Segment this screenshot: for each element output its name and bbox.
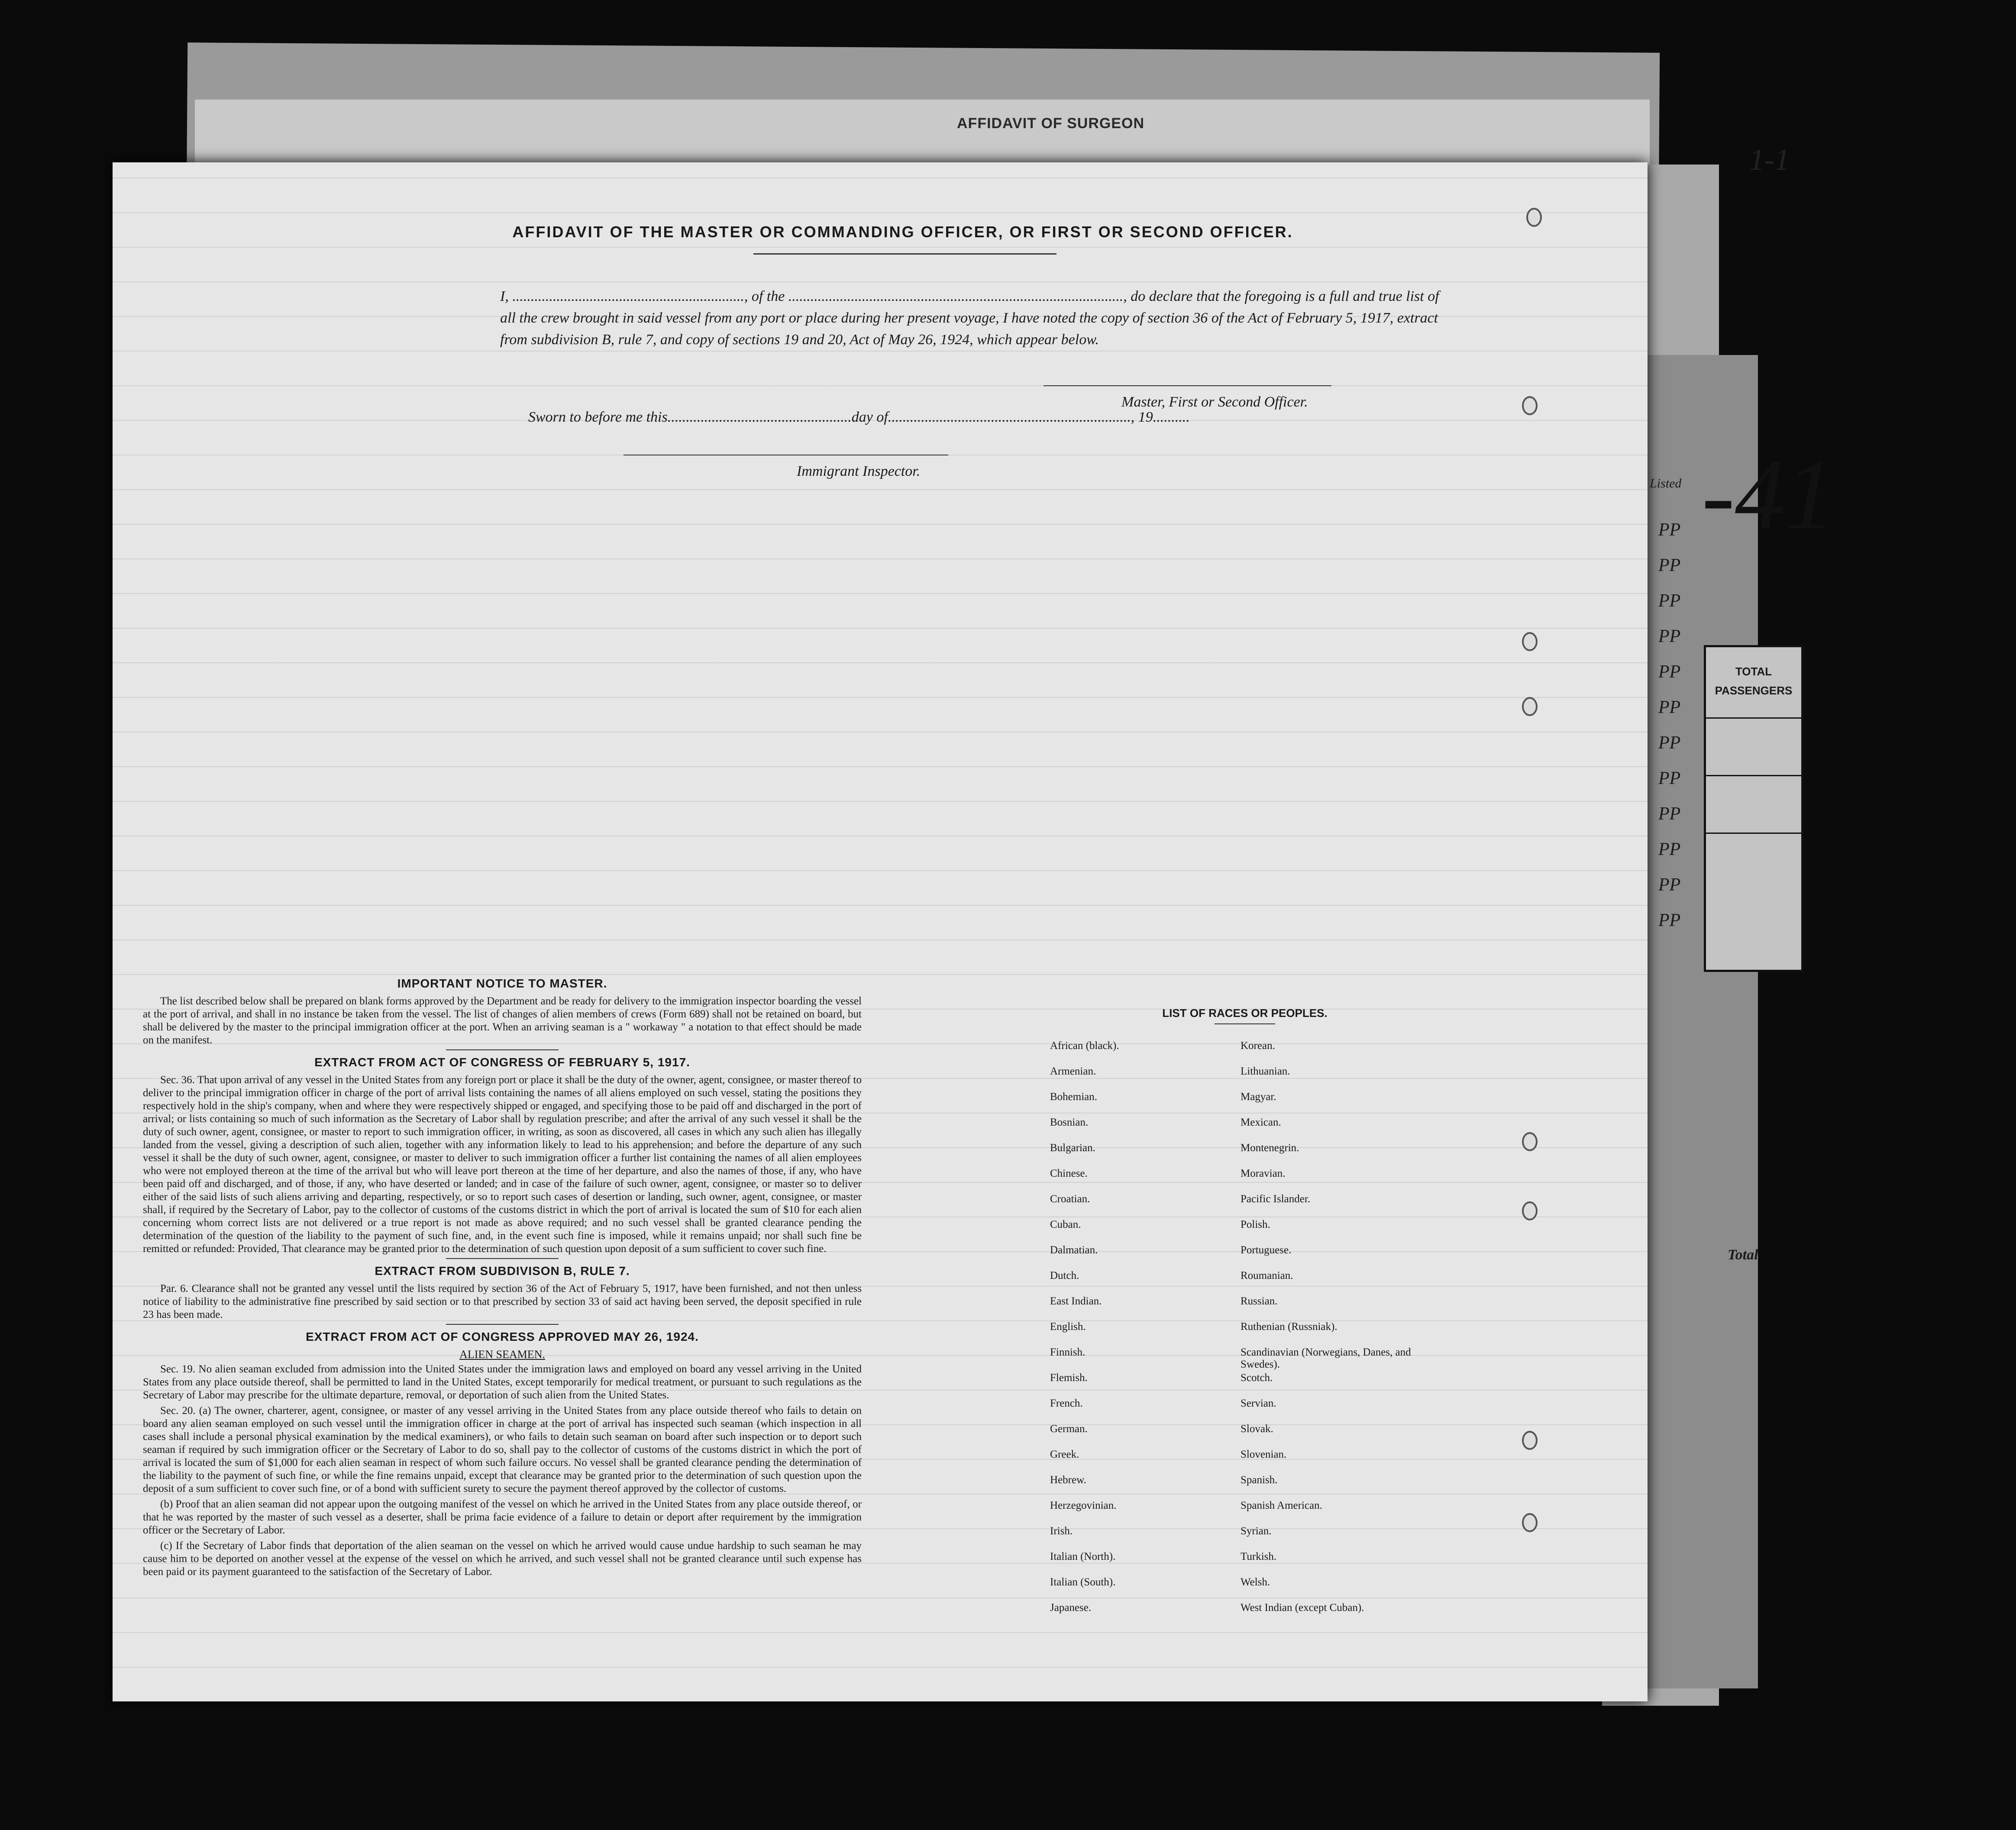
race-item: Servian. — [1241, 1398, 1276, 1409]
race-item: Polish. — [1241, 1219, 1270, 1230]
handwritten-pp: PP — [1658, 697, 1681, 717]
extract2-title: EXTRACT FROM SUBDIVISON B, RULE 7. — [375, 1264, 630, 1278]
total-passengers-box — [1704, 645, 1803, 972]
race-item: Greek. — [1050, 1449, 1079, 1460]
race-item: Ruthenian (Russniak). — [1241, 1321, 1338, 1333]
race-item: Armenian. — [1050, 1065, 1096, 1077]
notice-text: The list described below shall be prepared on blank forms approved by the Department and be ready for delivery to the immigration inspector boarding the vessel at the port of arrival, and shall in no instance be taken from the vessel. The list of changes of alien members of crews (Form 689) shall not be retained on board, but shall be delivered by the master to the principal immigration officer at the port. When an arriving seaman is a " workaway " a notation to that effect should be made on the manifest. — [143, 995, 862, 1046]
race-item: Magyar. — [1241, 1091, 1276, 1103]
surgeon-header: AFFIDAVIT OF SURGEON — [957, 115, 1145, 132]
punch-hole — [1526, 208, 1542, 227]
race-item: Slovenian. — [1241, 1449, 1287, 1460]
legal-notices — [143, 974, 862, 1581]
box-row — [1706, 717, 1801, 775]
handwritten-number: -41 — [1702, 439, 1835, 550]
handwritten-pp: PP — [1658, 804, 1681, 824]
race-item: German. — [1050, 1423, 1088, 1435]
race-item: English. — [1050, 1321, 1086, 1333]
punch-hole — [1522, 697, 1538, 716]
race-item: Bohemian. — [1050, 1091, 1098, 1103]
signature-label: Master, First or Second Officer. — [1121, 394, 1308, 410]
handwritten-total: Total — [1728, 1247, 1758, 1263]
handwritten-pp: PP — [1658, 662, 1681, 682]
race-item: Moravian. — [1241, 1168, 1286, 1179]
punch-hole — [1522, 1513, 1538, 1532]
race-item: Lithuanian. — [1241, 1065, 1290, 1077]
punch-hole — [1522, 1431, 1538, 1450]
race-item: Finnish. — [1050, 1346, 1086, 1358]
race-item: Japanese. — [1050, 1602, 1092, 1614]
race-item: Korean. — [1241, 1040, 1275, 1052]
race-item: Herzegovinian. — [1050, 1500, 1117, 1511]
extract3-sec20a: Sec. 20. (a) The owner, charterer, agent, consignee, or master of any vessel arriving in the United States from any place outside thereof who fails to detain on board any alien seaman employed on such vessel until the immigration officer in charge at the port of arrival has inspected such seaman (which inspection in all cases shall include a personal physical examination by the medical examiners), or who fails to detain such seaman on board after such inspection or to deport such seaman if required by such immigration officer or the Secretary of Labor to do so, shall pay to the collector of customs of the customs district in which the port of arrival is located the sum of $1,000 for each alien seaman in respect of whom such failure occurs. No vessel shall be granted clearance pending the determination of the liability to the payment of such fine, or while the fine remains unpaid, except that clearance may be granted prior to the determination of such question upon the deposit of a sum sufficient to cover such fine, or of a bond with sufficient surety to secure the payment thereof approved by the collector of customs. — [143, 1405, 862, 1494]
extract3-subtitle: ALIEN SEAMEN. — [459, 1348, 545, 1361]
race-item: Montenegrin. — [1241, 1142, 1299, 1154]
punch-hole — [1522, 632, 1538, 651]
race-item: Bosnian. — [1050, 1117, 1089, 1128]
race-item: Chinese. — [1050, 1168, 1088, 1179]
punch-hole — [1522, 1201, 1538, 1220]
races-title: LIST OF RACES OR PEOPLES. — [1162, 1007, 1328, 1020]
extract3-sec19: Sec. 19. No alien seaman excluded from admission into the United States under the immigration laws and employed on board any vessel arriving in the United States from any place outside thereof, shall be permitted to land in the United States, except temporarily for medical treatment, or pursuant to such regulations as the Secretary of Labor may prescribe for the ultimate departure, removal, or deportation of such alien from the United States. — [143, 1363, 862, 1401]
race-item: Scandinavian (Norwegians, Danes, and Swedes). — [1241, 1346, 1411, 1370]
affidavit-page — [113, 162, 1648, 1701]
right-edge-sheet-2 — [1628, 355, 1758, 1688]
signature-line — [1044, 385, 1331, 386]
notice-title: IMPORTANT NOTICE TO MASTER. — [397, 977, 607, 990]
race-item: Scotch. — [1241, 1372, 1273, 1384]
race-item: Croatian. — [1050, 1193, 1090, 1205]
handwritten-pp: PP — [1658, 591, 1681, 611]
handwritten-pp: PP — [1658, 839, 1681, 859]
race-item: Portuguese. — [1241, 1244, 1292, 1256]
race-item: Bulgarian. — [1050, 1142, 1095, 1154]
divider — [446, 1049, 559, 1050]
title-rule — [753, 253, 1056, 255]
extract1-text: Sec. 36. That upon arrival of any vessel in the United States from any foreign port or place it shall be the duty of the owner, agent, consignee, or master thereof to deliver to the principal immigration officer in charge of the port of arrival lists containing the names of all aliens employed on such vessel, stating the positions they respectively hold in the ship's company, when and where they were respectively shipped or engaged, and specifying those to be paid off and discharged in the port of arrival; or lists containing so much of such information as the Secretary of Labor shall by regulation prescribe; and after the arrival of any such vessel it shall be the duty of such owner, agent, consignee, or master to report to such immigration officer, in writing, as soon as discovered, all cases in which any such alien has illegally landed from the vessel, giving a description of such alien, together with any information likely to lead to his apprehension; and before the departure of any such vessel it shall be the duty of such owner, agent, consignee, or master to deliver to such immigration officer a further list containing the names of all alien employees who were not employed thereon at the time of the arrival but who will leave port thereon at the time of her departure, and also the names of those, if any, who have been paid off and discharged, and of those, if any, who have deserted or landed; and in case of the failure of such owner, agent, consignee, or master so to deliver either of the said lists of such aliens arriving and departing, respectively, or so to report such cases of desertion or landing, such owner, agent, consignee, or master shall, if required by the Secretary of Labor, pay to the collector of customs of the customs district in which the port of arrival is located the sum of $10 for each alien concerning whom correct lists are not delivered or a true report is not made as above required; and no such vessel shall be granted clearance pending the determination of the question of the liability to the payment of such fine, and, in the event such fine is imposed, while it remains unpaid; nor shall such fine be remitted or refunded: Provided, That clearance may be granted prior to the determination of such question upon deposit of a sum sufficient to cover such fine. — [143, 1074, 862, 1255]
race-item: Dalmatian. — [1050, 1244, 1098, 1256]
race-item: Russian. — [1241, 1295, 1278, 1307]
race-item: Italian (South). — [1050, 1576, 1116, 1588]
box-row — [1706, 833, 1801, 890]
extract3-sec20b: (b) Proof that an alien seaman did not appear upon the outgoing manifest of the vessel on which he arrived in the United States from any place outside thereof, or that he was reported by the master of such vessel as a deserter, shall be prima facie evidence of a failure to detain or deport after requirement by the immigration officer or the Secretary of Labor. — [143, 1498, 862, 1536]
race-item: African (black). — [1050, 1040, 1119, 1052]
race-item: Welsh. — [1241, 1576, 1270, 1588]
race-item: Cuban. — [1050, 1219, 1081, 1230]
race-item: Irish. — [1050, 1525, 1073, 1537]
race-item: Turkish. — [1241, 1551, 1277, 1562]
race-item: Flemish. — [1050, 1372, 1088, 1384]
races-grid — [1050, 1040, 1440, 1627]
handwritten-pp: PP — [1658, 626, 1681, 646]
race-item: Spanish. — [1241, 1474, 1278, 1486]
race-item: Hebrew. — [1050, 1474, 1086, 1486]
handwritten-pp: PP — [1658, 875, 1681, 895]
race-item: Slovak. — [1241, 1423, 1273, 1435]
divider — [446, 1258, 559, 1259]
handwritten-pp: PP — [1658, 733, 1681, 753]
inspector-label: Immigrant Inspector. — [797, 463, 921, 479]
races-title-underline — [1215, 1023, 1275, 1024]
race-item: Pacific Islander. — [1241, 1193, 1311, 1205]
race-item: East Indian. — [1050, 1295, 1102, 1307]
punch-hole — [1522, 396, 1538, 415]
divider — [446, 1324, 559, 1325]
race-item: Italian (North). — [1050, 1551, 1116, 1562]
handwritten-pp: PP — [1658, 910, 1681, 930]
box-row — [1706, 775, 1801, 833]
handwritten-pp: PP — [1658, 768, 1681, 788]
race-item: French. — [1050, 1398, 1083, 1409]
handwritten-pp: PP — [1658, 520, 1681, 540]
handwritten-corner-mark: 1-1 — [1749, 143, 1790, 177]
sworn-line: Sworn to before me this..................................................day of.................................................................., 19.......... — [528, 409, 1190, 425]
race-item: West Indian (except Cuban). — [1241, 1602, 1364, 1614]
extract1-title: EXTRACT FROM ACT OF CONGRESS OF FEBRUARY 5, 1917. — [314, 1055, 690, 1069]
race-item: Spanish American. — [1241, 1500, 1322, 1511]
race-item: Roumanian. — [1241, 1270, 1293, 1281]
declaration-text: I, ..............................................................., of the ..........................................................................................., do declare that the foregoing is a full and true list of all the crew brought in said vessel from any port or place during her present voyage, I have noted the copy of section 36 of the Act of February 5, 1917, extract from subdivision B, rule 7, and copy of sections 19 and 20, Act of May 26, 1924, which appear below. — [500, 288, 1439, 348]
punch-hole — [1522, 1132, 1538, 1151]
race-item: Syrian. — [1241, 1525, 1272, 1537]
extract2-text: Par. 6. Clearance shall not be granted any vessel until the lists required by section 36 of the Act of February 5, 1917, have been furnished, and not then unless notice of liability to the administrative fine prescribed by said section or to that prescribed by section 33 of said act having been served, the deposit specified in rule 23 has been made. — [143, 1283, 862, 1320]
total-passengers-title: TOTAL PASSENGERS — [1715, 665, 1793, 697]
extract3-sec20c: (c) If the Secretary of Labor finds that deportation of the alien seaman on the vessel on which he arrived would cause undue hardship to such seaman he may cause him to be deported on another vessel at the expense of the vessel on which he arrived, and such vessel shall not be granted clearance until such expense has been paid or its payment guaranteed to the satisfaction of the Secretary of Labor. — [143, 1540, 862, 1578]
race-item: Mexican. — [1241, 1117, 1281, 1128]
extract3-title: EXTRACT FROM ACT OF CONGRESS APPROVED MAY 26, 1924. — [306, 1330, 699, 1343]
handwritten-listed: Listed — [1650, 476, 1682, 491]
race-item: Dutch. — [1050, 1270, 1079, 1281]
races-list — [1050, 1007, 1440, 1627]
handwritten-pp: PP — [1658, 555, 1681, 575]
affidavit-title: AFFIDAVIT OF THE MASTER OR COMMANDING OFFICER, OR FIRST OR SECOND OFFICER. — [512, 223, 1293, 241]
